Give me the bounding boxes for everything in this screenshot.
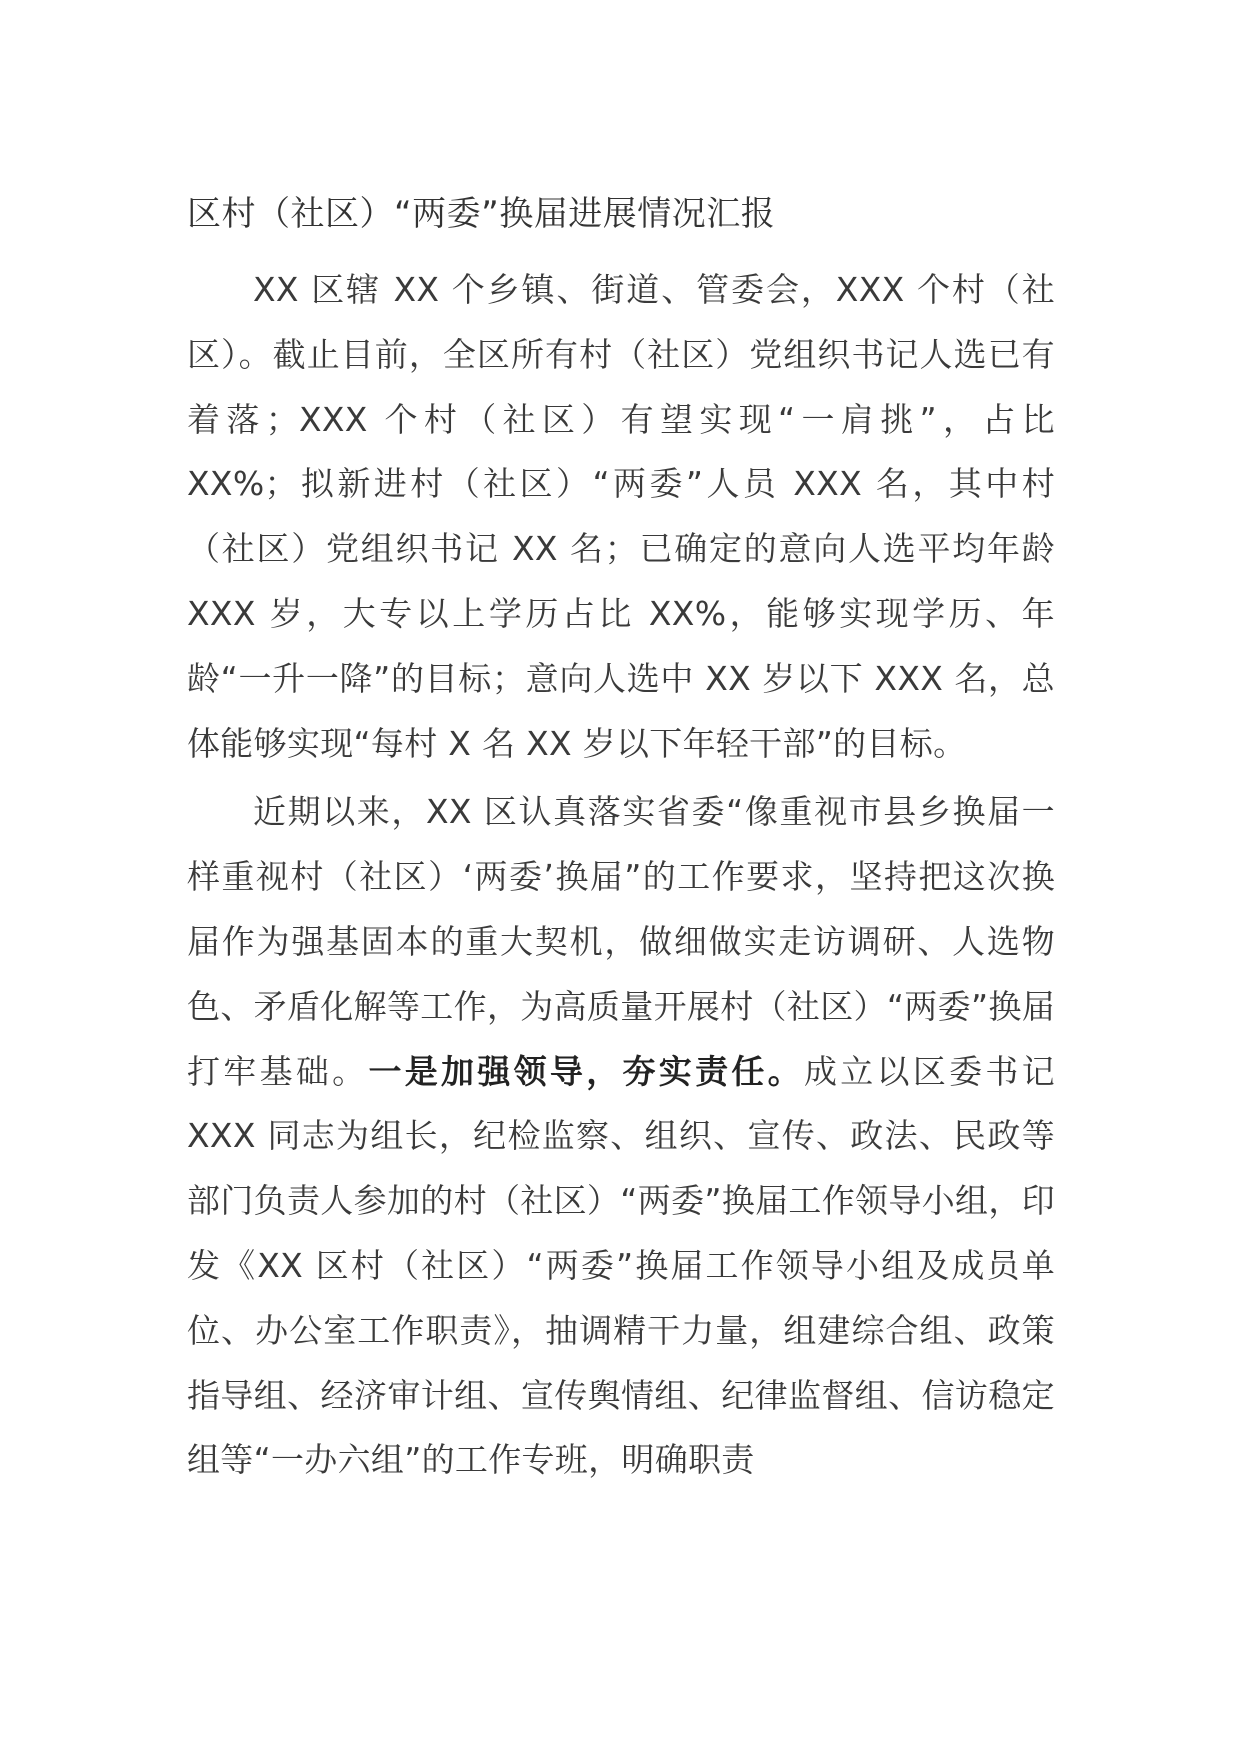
paragraph-progress-intro: 近期以来，XX 区认真落实省委“像重视市县乡换届一样重视村（社区）‘两委’换届”的工作要求，坚持把这次换届作为强基固本的重大契机，做细做实走访调研、人选物色、矛盾化解等工作，为高质量开展村（社区）“两委”换届打牢基础。 (187, 792, 1055, 1091)
paragraph-overview: XX 区辖 XX 个乡镇、街道、管委会，XXX 个村（社区）。截止目前，全区所有村（社区）党组织书记人选已有着落；XXX 个村（社区）有望实现“一肩挑”，占比 XX%；拟新进村（社区）“两委”人员 XXX 名，其中村（社区）党组织书记 XX 名；已确定的意向人选平均年龄 XXX 岁，大专以上学历占比 XX%，能够实现学历、年龄“一升一降”的目标；意向人选中 XX 岁以下 XXX 名，总体能够实现“每村 X 名 XX 岁以下年轻干部”的目标。 (187, 270, 1055, 763)
paragraph-progress (187, 780, 1055, 1493)
document-title: 区村（社区）“两委”换届进展情况汇报 (187, 194, 776, 234)
paragraph-progress-bold-heading: 一是加强领导，夯实责任。 (368, 1051, 804, 1091)
paragraph-progress-body: 成立以区委书记 XXX 同志为组长，纪检监察、组织、宣传、政法、民政等部门负责人参加的村（社区）“两委”换届工作领导小组，印发《XX 区村（社区）“两委”换届工作领导小组及成员单位、办公室工作职责》，抽调精干力量，组建综合组、政策指导组、经济审计组、宣传舆情组、纪律监督组、信访稳定组等“一办六组”的工作专班，明确职责 (187, 1051, 1055, 1480)
document-page (187, 190, 1055, 1497)
